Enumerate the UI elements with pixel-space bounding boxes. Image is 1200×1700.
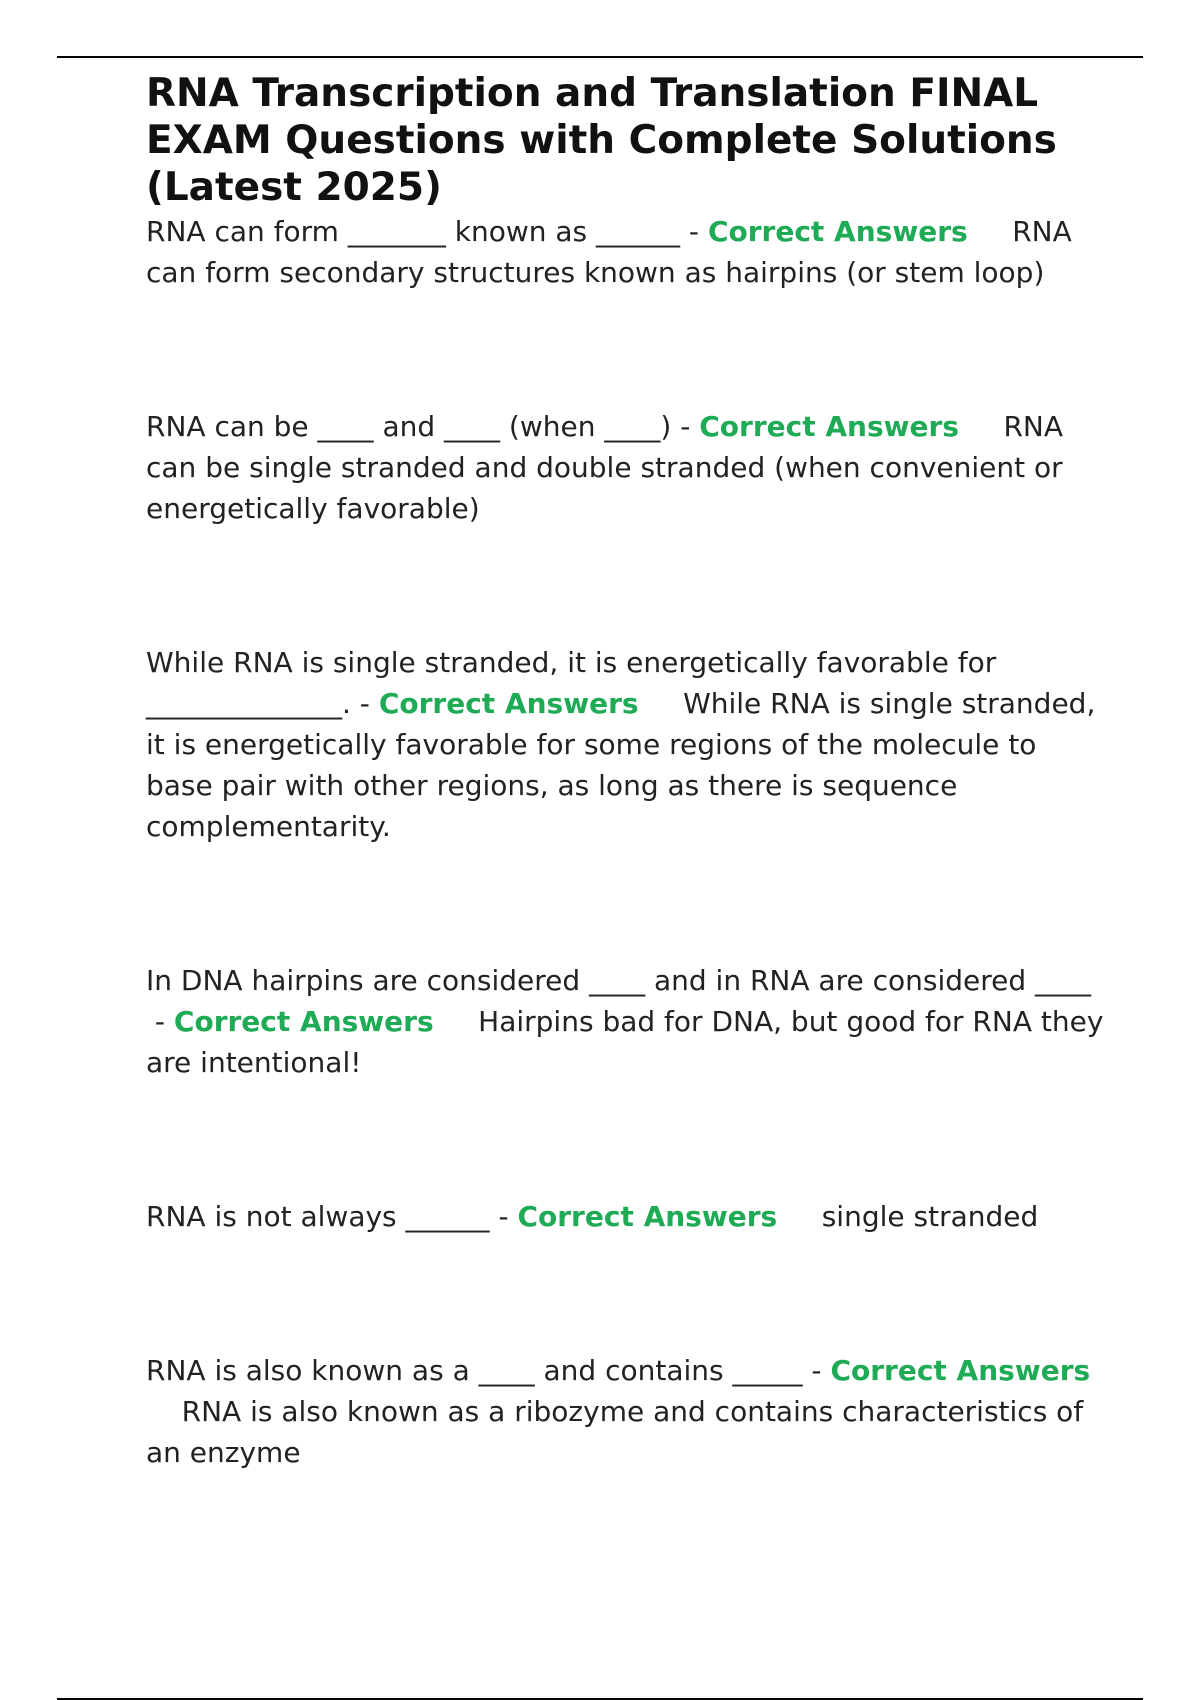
correct-answers-label: Correct Answers: [699, 410, 959, 443]
answer-text: RNA is also known as a ribozyme and contains characteristics of an enzyme: [146, 1395, 1084, 1469]
correct-answers-label: Correct Answers: [830, 1354, 1091, 1387]
separator: -: [489, 1200, 518, 1233]
qa-item-5: [146, 1196, 1106, 1237]
question-text: RNA can be ____ and ____ (when ____): [146, 410, 672, 443]
qa-item-1: [146, 211, 1106, 293]
top-rule: [57, 56, 1143, 58]
separator: -: [146, 1005, 174, 1038]
correct-answers-label: Correct Answers: [378, 687, 639, 720]
question-text: RNA is also known as a ____ and contains _____: [146, 1354, 803, 1387]
qa-item-2: [146, 406, 1106, 529]
separator: -: [680, 215, 708, 248]
qa-item-4: [146, 960, 1106, 1083]
correct-answers-label: Correct Answers: [707, 215, 968, 248]
answer-text: Hairpins bad for DNA, but good for RNA they are intentional!: [146, 1005, 1104, 1079]
answer-text: single stranded: [821, 1200, 1039, 1233]
separator: -: [802, 1354, 831, 1387]
question-text: In DNA hairpins are considered ____ and in RNA are considered ____: [146, 964, 1092, 997]
correct-answers-label: Correct Answers: [517, 1200, 778, 1233]
question-text: RNA can form _______ known as ______: [146, 215, 681, 248]
question-text: RNA is not always ______: [146, 1200, 490, 1233]
separator: -: [671, 410, 700, 443]
question-text: While RNA is single stranded, it is energetically favorable for ______________.: [146, 646, 997, 720]
document-title: RNA Transcription and Translation FINAL EXAM Questions with Complete Solutions (Latest 2025): [146, 71, 1057, 210]
answer-text: RNA can be single stranded and double stranded (when convenient or energetically favorable): [146, 410, 1064, 525]
qa-item-3: [146, 642, 1106, 847]
separator: -: [350, 687, 379, 720]
document-body: [146, 70, 1106, 1473]
qa-item-6: [146, 1350, 1106, 1473]
answer-text: RNA can form secondary structures known as hairpins (or stem loop): [146, 215, 1072, 289]
answer-text: While RNA is single stranded, it is energetically favorable for some regions of the molecule to base pair with other regions, as long as there is sequence complementarity.: [146, 687, 1096, 843]
correct-answers-label: Correct Answers: [173, 1005, 434, 1038]
